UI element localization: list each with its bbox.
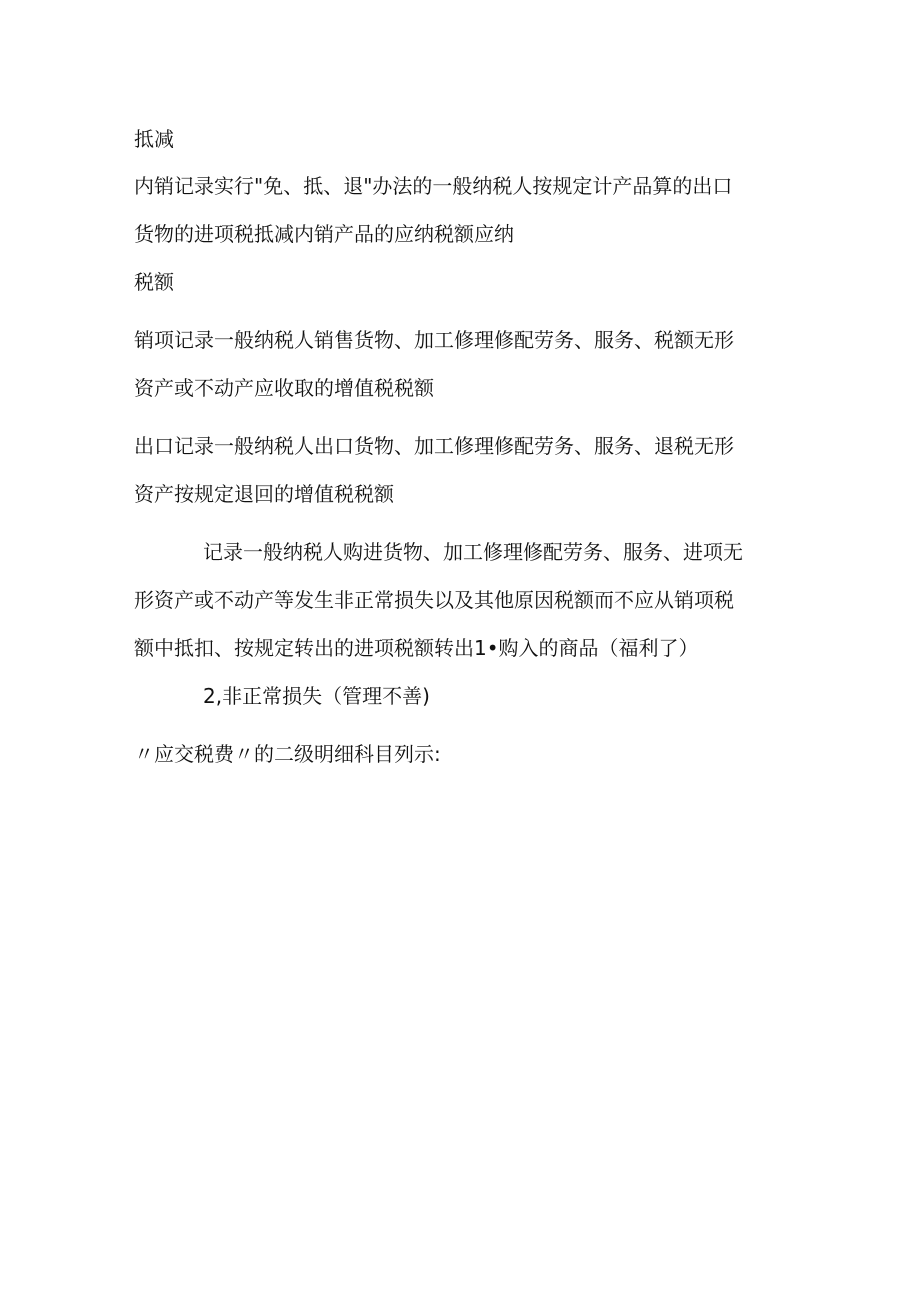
text-line-10: 形资产或不动产等发生非正常损失以及其他原因税额而不应从销项税 <box>134 588 734 612</box>
text-line-2: 内销记录实行"免、抵、退"办法的一般纳税人按规定计产品算的出口 <box>134 174 733 198</box>
text-line-11: 额中抵扣、按规定转出的进项税额转出1•购入的商品（福利了） <box>134 636 699 660</box>
text-line-6: 资产或不动产应收取的增值税税额 <box>134 376 434 400</box>
text-line-5: 销项记录一般纳税人销售货物、加工修理修配劳务、服务、税额无形 <box>134 328 734 352</box>
text-line-12: 2,非正常损失（管理不善) <box>203 684 430 708</box>
text-line-4: 税额 <box>134 270 174 294</box>
text-line-9: 记录一般纳税人购进货物、加工修理修配劳务、服务、进项无 <box>203 540 743 564</box>
text-line-1: 抵减 <box>134 127 174 151</box>
text-line-13: 〃应交税费〃的二级明细科目列示: <box>134 742 441 766</box>
text-line-3: 货物的进项税抵减内销产品的应纳税额应纳 <box>134 222 514 246</box>
text-line-8: 资产按规定退回的增值税税额 <box>134 482 394 506</box>
text-line-7: 出口记录一般纳税人出口货物、加工修理修配劳务、服务、退税无形 <box>134 434 734 458</box>
